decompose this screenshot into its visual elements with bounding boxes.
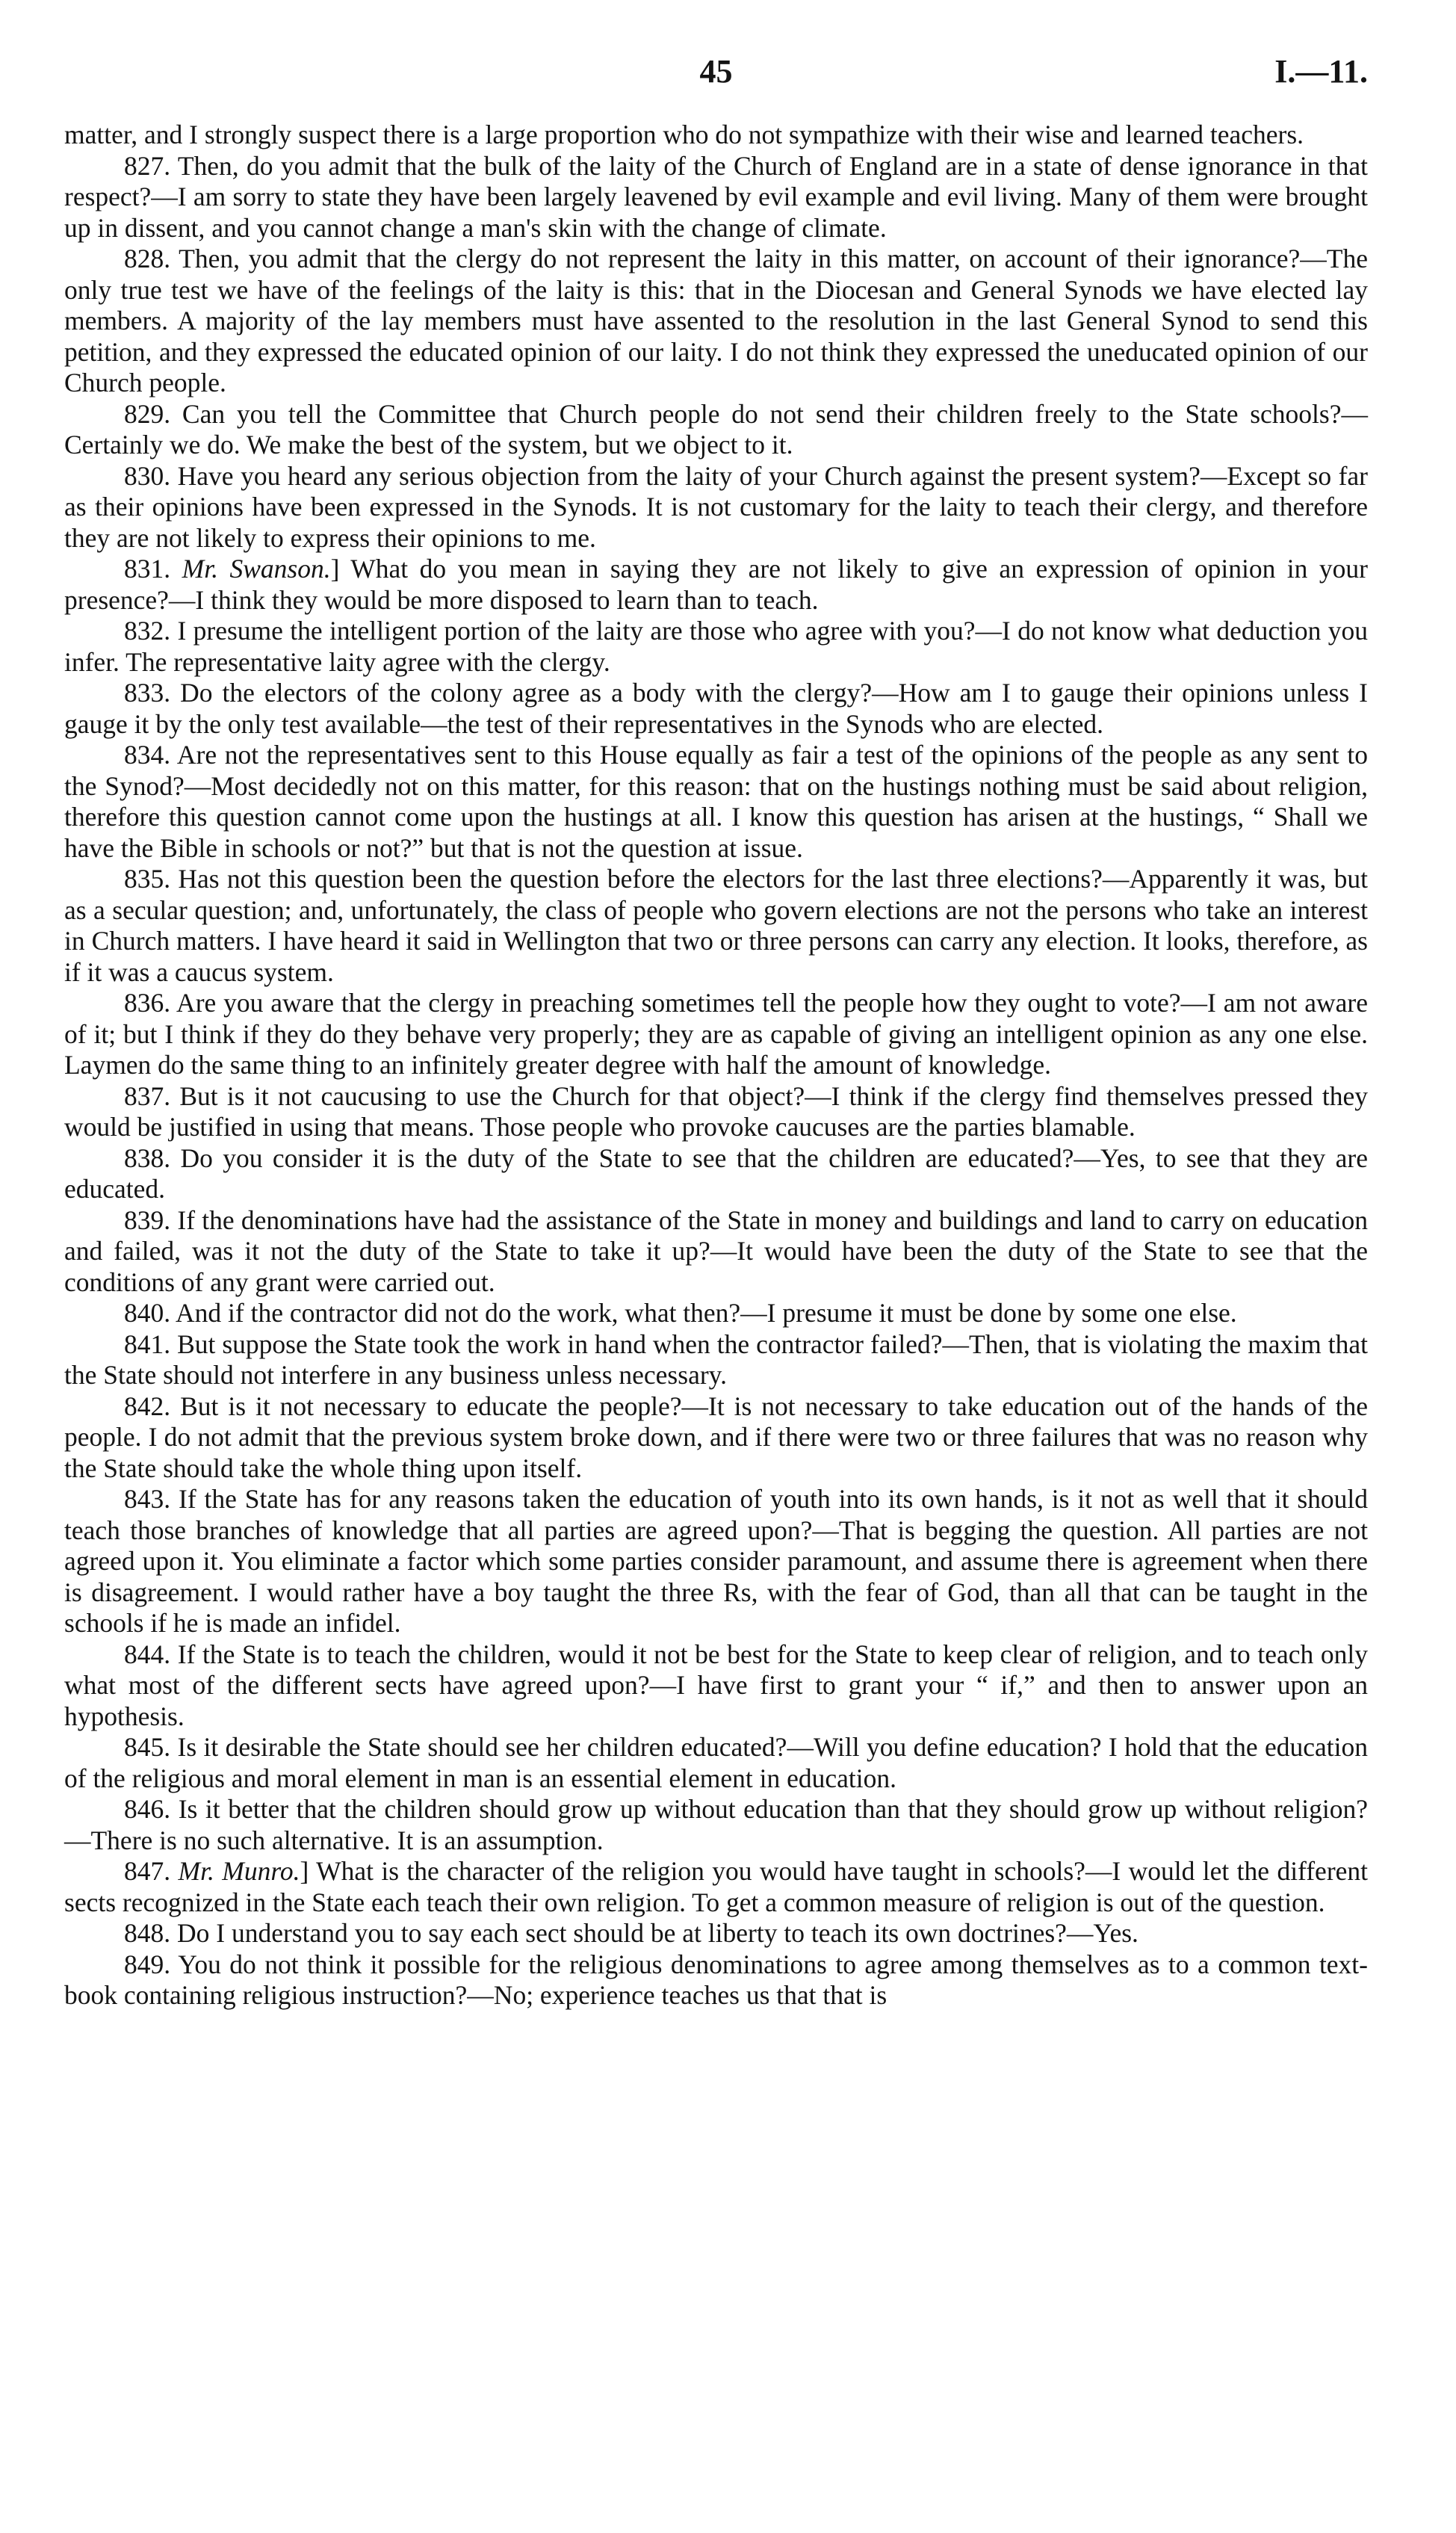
question-838: 838. Do you consider it is the duty of the State to see that the children are educated?—Yes, to see that they are educated. (64, 1142, 1368, 1204)
question-829: 829. Can you tell the Committee that Church people do not send their children freely to the State schools?—Certainly we do. We make the best of the system, but we object to it. (64, 398, 1368, 460)
speaker-name: Mr. Swanson. (182, 554, 331, 584)
question-849: 849. You do not think it possible for the religious denominations to agree among themselves as to a common text-book containing religious instruction?—No; experience teaches us that that is (64, 1949, 1368, 2010)
question-842: 842. But is it not necessary to educate the people?—It is not necessary to take education out of the hands of the people. I do not admit that the previous system broke down, and if there were two or three failures that was no reason why the State should take the whole thing upon itself. (64, 1391, 1368, 1483)
question-846: 846. Is it better that the children should grow up without education than that they should grow up without religion?—There is no such alternative. It is an assumption. (64, 1794, 1368, 1855)
speaker-name: Mr. Munro. (178, 1856, 300, 1886)
question-847 (64, 1856, 1368, 1918)
question-number: 831. (124, 554, 171, 584)
question-845: 845. Is it desirable the State should see her children educated?—Will you define education? I hold that the education of the religious and moral element in man is an essential element in education. (64, 1732, 1368, 1793)
question-832: 832. I presume the intelligent portion of the laity are those who agree with you?—I do not know what deduction you infer. The representative laity agree with the clergy. (64, 616, 1368, 677)
question-text: ] What is the character of the religion you would have taught in schools?—I would let the different sects recognized in the State each teach their own religion. To get a common measure of religion is out of the question. (64, 1856, 1369, 1917)
question-830: 830. Have you heard any serious objection from the laity of your Church against the present system?—Except so far as their opinions have been expressed in the Synods. It is not customary for the laity to teach their clergy, and therefore they are not likely to express their opinions to me. (64, 460, 1368, 553)
document-body (64, 120, 1368, 2011)
question-843: 843. If the State has for any reasons taken the education of youth into its own hands, is it not as well that it should teach those branches of knowledge that all parties are agreed upon?—That is begging the question. All parties are not agreed upon it. You eliminate a factor which some parties consider paramount, and assume there is agreement when there is disagreement. I would rather have a boy taught the three Rs, with the fear of God, than all that can be taught in the schools if he is made an infidel. (64, 1484, 1368, 1638)
page-number: 45 (699, 53, 733, 90)
question-828: 828. Then, you admit that the clergy do not represent the laity in this matter, on account of their ignorance?—The only true test we have of the feelings of the laity is this: that in the Diocesan and General Synods we have elected lay members. A majority of the lay members must have assented to the resolution in the last General Synod to send this petition, and they expressed the educated opinion of our laity. I do not think they expressed the uneducated opinion of our Church people. (64, 244, 1368, 398)
question-844: 844. If the State is to teach the children, would it not be best for the State to keep clear of religion, and to teach only what most of the different sects have agreed upon?—I have first to grant your “ if,” and then to answer upon an hypothesis. (64, 1639, 1368, 1731)
series-reference: I.—11. (1274, 53, 1368, 90)
question-number: 847. (124, 1856, 171, 1886)
question-840: 840. And if the contractor did not do the work, what then?—I presume it must be done by some one else. (124, 1298, 1237, 1328)
question-833: 833. Do the electors of the colony agree as a body with the clergy?—How am I to gauge their opinions unless I gauge it by the only test available—the test of their representatives in the Synods who are elected. (64, 678, 1368, 739)
running-head (64, 52, 1368, 120)
question-836: 836. Are you aware that the clergy in preaching sometimes tell the people how they ought to vote?—I am not aware of it; but I think if they do they behave very properly; they are as capable of giving an intelligent opinion as any one else. Laymen do the same thing to an infinitely greater degree with half the amount of knowledge. (64, 988, 1368, 1080)
question-text: ] What do you mean in saying they are not likely to give an expression of opinion in your presence?—I think they would be more disposed to learn than to teach. (64, 554, 1368, 615)
question-839: 839. If the denominations have had the assistance of the State in money and buildings and land to carry on education and failed, was it not the duty of the State to take it up?—It would have been the duty of the State to see that the conditions of any grant were carried out. (64, 1204, 1368, 1297)
question-831 (64, 554, 1368, 616)
question-834: 834. Are not the representatives sent to this House equally as fair a test of the opinions of the people as any sent to the Synod?—Most decidedly not on this matter, for this reason: that on the hustings nothing must be said about religion, therefore this question cannot come upon the hustings at all. I know this question has arisen at the hustings, “ Shall we have the Bible in schools or not?” but that is not the question at issue. (64, 740, 1368, 863)
question-835: 835. Has not this question been the question before the electors for the last three elections?—Apparently it was, but as a secular question; and, unfortunately, the class of people who govern elections are not the persons who take an interest in Church matters. I have heard it said in Wellington that two or three persons can carry any election. It looks, therefore, as if it was a caucus system. (64, 864, 1368, 987)
question-827: 827. Then, do you admit that the bulk of the laity of the Church of England are in a state of dense ignorance in that respect?—I am sorry to state they have been largely leavened by evil example and evil living. Many of them were brought up in dissent, and you cannot change a man's skin with the change of climate. (64, 150, 1368, 243)
question-841: 841. But suppose the State took the work in hand when the contractor failed?—Then, that is violating the maxim that the State should not interfere in any business unless necessary. (64, 1329, 1368, 1390)
paragraph-continuation: matter, and I strongly suspect there is a large proportion who do not sympathize with their wise and learned teachers. (64, 120, 1304, 149)
question-848: 848. Do I understand you to say each sect should be at liberty to teach its own doctrines?—Yes. (124, 1918, 1139, 1948)
question-837: 837. But is it not caucusing to use the Church for that object?—I think if the clergy find themselves pressed they would be justified in using that means. Those people who provoke caucuses are the parties blamable. (64, 1080, 1368, 1142)
